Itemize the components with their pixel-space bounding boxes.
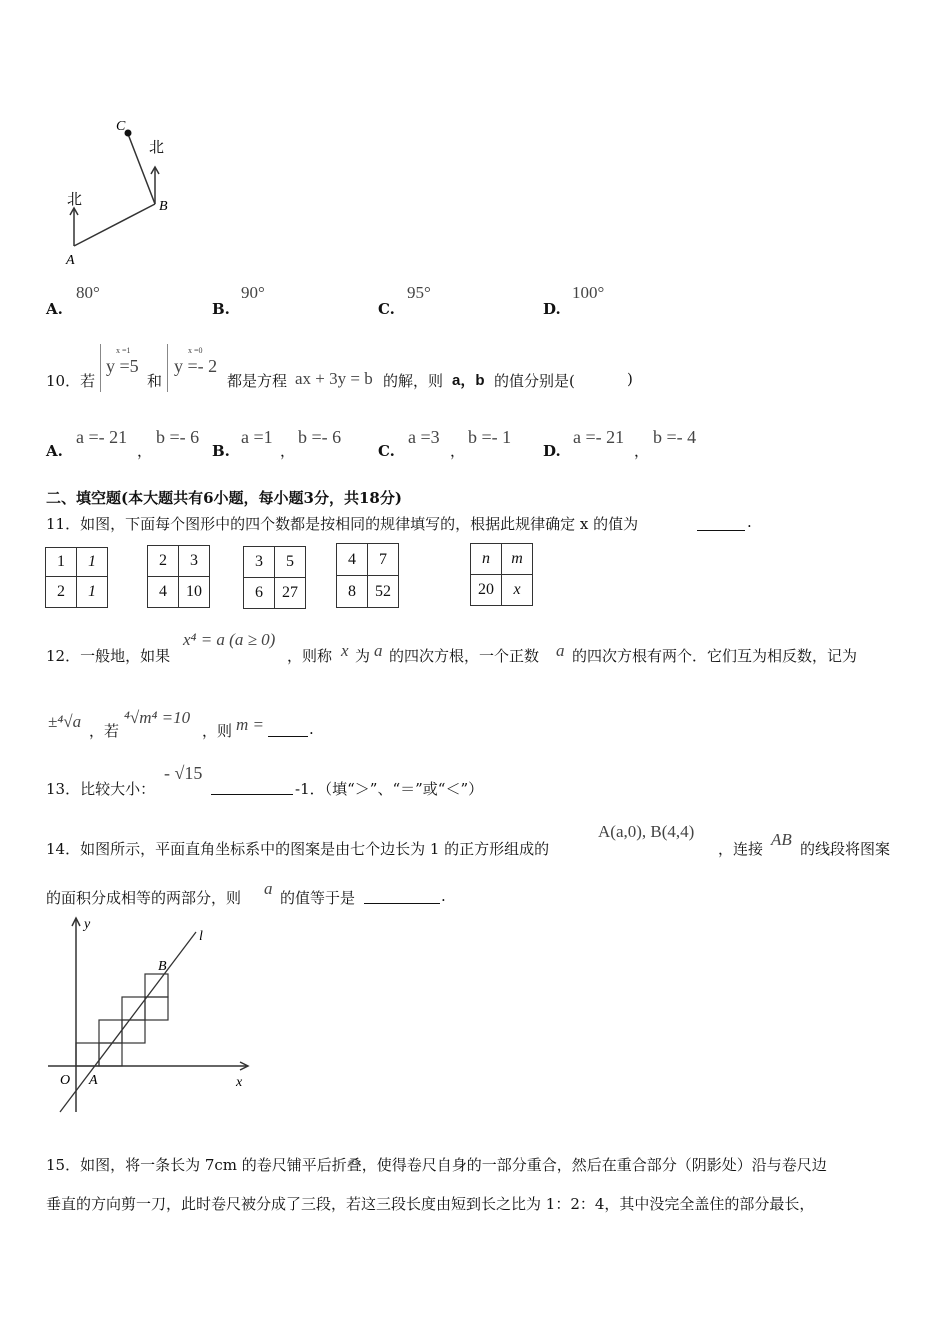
compass-figure <box>58 112 188 272</box>
north-label-b: 北 <box>149 138 165 156</box>
label-c: C <box>116 119 126 134</box>
north-label-a: 北 <box>67 190 83 208</box>
label-b: B <box>159 199 168 214</box>
line-label-l: l <box>199 929 203 944</box>
axis-label-x: x <box>236 1075 243 1090</box>
point-label-b: B <box>158 959 167 974</box>
origin-label: O <box>60 1073 71 1088</box>
label-a: A <box>66 253 75 268</box>
number-grid-4: 4 7 8 52 <box>336 543 399 608</box>
number-grid-2: 2 3 4 10 <box>147 545 210 608</box>
section-2-title: 二、填空题(本大题共有6小题，每小题3分，共18分) <box>46 489 402 507</box>
number-grid-1: 1 1 2 1 <box>45 547 108 608</box>
number-grid-3: 3 5 6 27 <box>243 546 306 609</box>
number-grid-5: n m 20 x <box>470 543 533 606</box>
point-label-a: A <box>89 1073 98 1088</box>
coordinate-figure <box>44 912 254 1120</box>
axis-label-y: y <box>84 917 91 932</box>
